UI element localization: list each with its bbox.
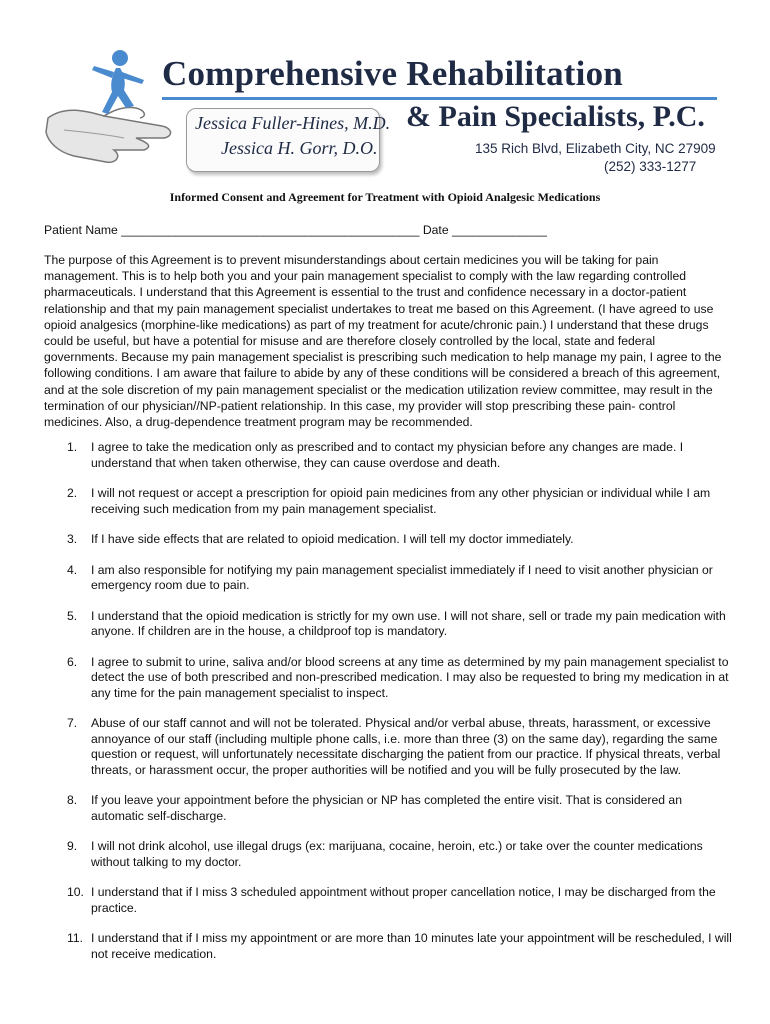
list-item-text: If you leave your appointment before the physician or NP has completed the entire visit. That is considered an automatic self-discharge.	[91, 793, 682, 823]
doctor-name-2: Jessica H. Gorr, D.O.	[221, 138, 378, 158]
document-title: Informed Consent and Agreement for Treatment with Opioid Analgesic Medications	[169, 190, 601, 204]
list-item-number: 9.	[67, 839, 78, 853]
list-item	[44, 885, 734, 916]
list-item-number: 10.	[67, 885, 84, 899]
list-item-text: I will not drink alcohol, use illegal drugs (ex: marijuana, cocaine, heroin, etc.) or take over the counter medications without talking to my doctor.	[91, 839, 703, 869]
list-item	[44, 839, 734, 870]
list-item	[44, 793, 734, 824]
list-item-number: 1.	[67, 440, 78, 454]
list-item	[44, 563, 734, 594]
list-item-number: 11.	[67, 931, 84, 945]
doctors-box	[186, 108, 391, 172]
list-item-text: I understand that if I miss my appointment or are more than 10 minutes late your appointment will be rescheduled, I will not receive medication.	[91, 931, 732, 961]
list-item-text: I agree to submit to urine, saliva and/or blood screens at any time as determined by my pain management specialist to detect the use of both prescribed and non-prescribed medication. I may also be requested to bring my medication in at any time for the pain management specialist to inspect.	[91, 654, 729, 700]
practice-name: Comprehensive Rehabilitation	[162, 54, 623, 93]
list-item-number: 7.	[67, 716, 78, 730]
list-item-number: 2.	[67, 486, 78, 500]
list-item-text: I understand that if I miss 3 scheduled appointment without proper cancellation notice, I may be discharged from the practice.	[91, 885, 716, 915]
list-item-number: 6.	[67, 654, 78, 669]
list-item-text: If I have side effects that are related to opioid medication. I will tell my doctor immediately.	[91, 532, 574, 546]
list-item-text: Abuse of our staff cannot and will not be tolerated. Physical and/or verbal abuse, threats, harassment, or excessive annoyance of our staff (including multiple phone calls, i.e. more than three (3) on the same day), regarding the same question or request, will unfortunately necessitate discharging the patient from our practice. If physical threats, verbal threats, or harassment occur, the proper authorities will be notified and you will be fully prosecuted by the law.	[91, 716, 721, 777]
list-item-text: I am also responsible for notifying my pain management specialist immediately if I need to visit another physician or emergency room due to pain.	[91, 562, 713, 592]
list-item-text: I agree to take the medication only as prescribed and to contact my physician before any changes are made. I understand that when taken otherwise, they can cause overdose and death.	[91, 440, 684, 470]
practice-address: 135 Rich Blvd, Elizabeth City, NC 27909	[475, 141, 716, 156]
doctor-name-1: Jessica Fuller-Hines, M.D.	[195, 113, 391, 133]
list-item	[44, 609, 734, 640]
practice-phone: (252) 333-1277	[604, 159, 697, 174]
list-item	[44, 440, 734, 471]
practice-name-subtitle: & Pain Specialists, P.C.	[406, 100, 705, 133]
intro-paragraph: The purpose of this Agreement is to prevent misunderstandings about certain medicines you will be taking for pain management. This is to help both you and your pain management specialist to comply with the law regarding controlled pharmaceuticals. I understand that this Agreement is essential to the trust and confidence necessary in a doctor-patient relationship and that my pain management specialist undertakes to treat me based on this Agreement. (I have agreed to use opioid analgesics (morphine-like medications) as part of my treatment for acute/chronic pain.) I understand that these drugs could be useful, but have a potential for misuse and are therefore closely controlled by the local, state and federal governments. Because my pain management specialist is prescribing such medication to help manage my pain, I agree to the following conditions. I am aware that failure to abide by any of these conditions will be considered a breach of this agreement, and at the sole discretion of my pain management specialist or the medication utilization review committee, may result in the termination of our physician//NP-patient relationship. In this case, my provider will stop prescribing these pain- control medicines. Also, a drug-dependence treatment program may be recommended.	[44, 253, 722, 430]
list-item	[44, 655, 734, 702]
list-item-text: I understand that the opioid medication is strictly for my own use. I will not share, sell or trade my pain medication with anyone. If children are in the house, a childproof top is mandatory.	[91, 608, 726, 638]
patient-name-date-line: Patient Name ____________________________________________ Date ______________	[44, 223, 547, 237]
list-item	[44, 716, 734, 778]
list-item	[44, 931, 734, 962]
list-item	[44, 532, 734, 548]
list-item-text: I will not request or accept a prescription for opioid pain medicines from any other physician or individual while I am receiving such medication from my pain management specialist.	[91, 486, 711, 516]
list-item-number: 3.	[67, 532, 78, 546]
list-item	[44, 486, 734, 517]
conditions-list	[44, 440, 734, 977]
list-item-number: 5.	[67, 608, 78, 623]
list-item-number: 4.	[67, 562, 78, 577]
list-item-number: 8.	[67, 793, 78, 807]
